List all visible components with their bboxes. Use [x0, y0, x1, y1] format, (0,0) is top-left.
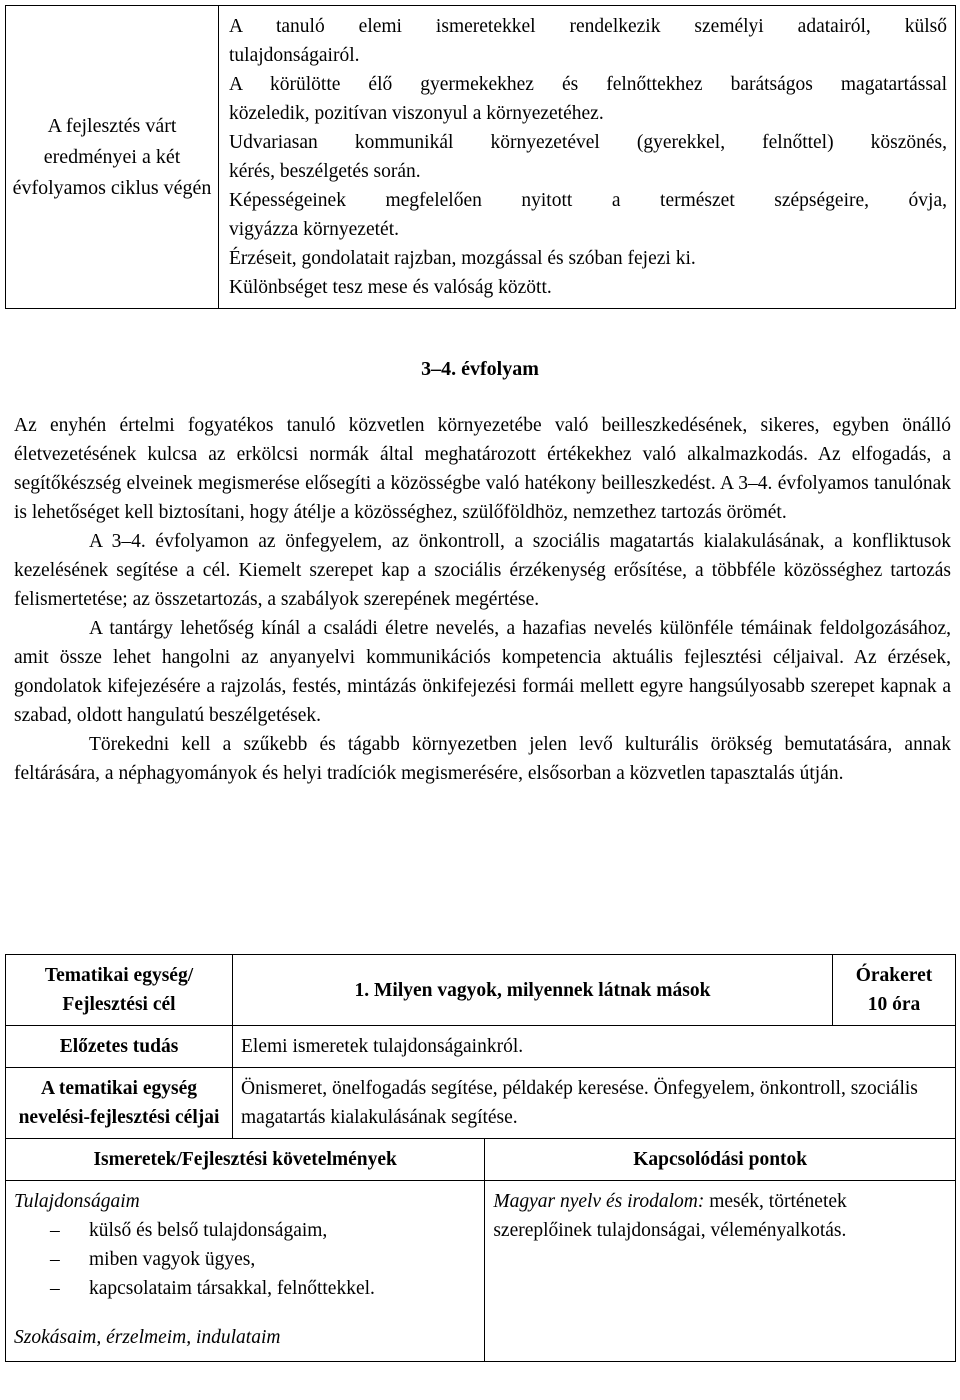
- thematic-label: Tematikai egység/ Fejlesztési cél: [44, 965, 194, 1015]
- thematic-label-cell: [6, 955, 233, 1026]
- requirements-list: [14, 1216, 476, 1303]
- hours-label: Órakeret: [855, 965, 933, 986]
- links-cell: [485, 1181, 956, 1362]
- requirements-heading: Tulajdonságaim: [14, 1191, 140, 1212]
- outcomes-text-cell: [219, 6, 956, 309]
- list-item: – kapcsolataim társakkal, felnőttekkel.: [14, 1274, 476, 1303]
- outcome-line: A tanuló elemi ismeretekkel rendelkezik személyi adatairól, külső: [229, 16, 947, 37]
- links-text: mesék, történetek szereplőinek tulajdonságai, véleményalkotás.: [493, 1191, 847, 1241]
- thematic-unit-table: [5, 954, 956, 1362]
- paragraph: Törekedni kell a szűkebb és tágabb környezetben jelen levő kulturális örökség bemutatására, annak feltárására, a néphagyományok és helyi tradíciók megismerésére, elsősorban a közvetlen tapasztalás útján.: [14, 734, 951, 784]
- section-heading: 3–4. évfolyam: [421, 358, 539, 380]
- outcomes-label-cell: [6, 6, 219, 309]
- links-subject: Magyar nyelv és irodalom:: [493, 1191, 705, 1212]
- prior-knowledge-value: Elemi ismeretek tulajdonságainkról.: [241, 1036, 524, 1057]
- goals-label-cell: [6, 1068, 233, 1139]
- outcomes-table: [5, 5, 956, 309]
- prior-knowledge-label: Előzetes tudás: [59, 1036, 179, 1057]
- goals-label: A tematikai egység nevelési-fejlesztési céljai: [18, 1078, 220, 1128]
- thematic-title: 1. Milyen vagyok, milyennek látnak mások: [354, 979, 711, 1001]
- goals-value: Önismeret, önelfogadás segítése, példakép keresése. Önfegyelem, önkontroll, szociális magatartás kialakulásának segítése.: [241, 1078, 918, 1128]
- links-header: [485, 1139, 956, 1181]
- requirements-cell: [6, 1181, 485, 1362]
- outcome-line: vigyázza környezetét.: [229, 219, 399, 240]
- requirements-heading-2: Szokásaim, érzelmeim, indulataim: [14, 1327, 281, 1348]
- hours-cell: [833, 955, 956, 1026]
- paragraph: Az enyhén értelmi fogyatékos tanuló közvetlen környezetébe való beilleszkedésének, sikeres, egyben önálló életvezetésének kulcsa az erkölcsi normák által meghatározott értékekhez való alkalmazkodás. Az elfogadás, a segítőkészség elveinek megismerése elősegíti a közösségbe való hatékony beilleszkedést. A 3–4. évfolyamos tanulónak is lehetőséget kell biztosítani, hogy átélje a közösséghez, szülőföldhöz, nemzethez tartozás örömét.: [14, 415, 951, 523]
- paragraph: A tantárgy lehetőség kínál a családi életre nevelés, a hazafias nevelés különféle témáinak feldolgozásához, amit össze lehet hangolni az anyanyelvi kommunikációs kompetencia aktuális fejlesztési céljaival. Az érzések, gondolatok kifejezésére a rajzolás, festés, mintázás önkifejezési formái mellett egyre hangsúlyosabb szerepet kapnak a szabad, oldott hangulatú beszélgetések.: [14, 618, 951, 726]
- prior-knowledge-value-cell: [233, 1026, 956, 1068]
- outcome-line: Udvariasan kommunikál környezetével (gyerekkel, felnőttel) köszönés,: [229, 132, 947, 153]
- prior-knowledge-label-cell: [6, 1026, 233, 1068]
- thematic-title-cell: [233, 955, 833, 1026]
- outcome-line: A körülötte élő gyermekekhez és felnőttekhez barátságos magatartással: [229, 74, 947, 95]
- paragraph: A 3–4. évfolyamon az önfegyelem, az önkontroll, a szociális magatartás kialakulásának, a konfliktusok kezelésének segítése a cél. Kiemelt szerepet kap a szociális érzékenység erősítése, a többféle közösséghez tartozás felismertetése; az összetartozás, a szabályok szerepének megértése.: [14, 531, 951, 610]
- requirements-header-label: Ismeretek/Fejlesztési követelmények: [93, 1149, 397, 1170]
- hours-value: 10 óra: [867, 994, 921, 1015]
- goals-value-cell: [233, 1068, 956, 1139]
- list-item: – miben vagyok ügyes,: [14, 1245, 476, 1274]
- outcome-line: közeledik, pozitívan viszonyul a környezetéhez.: [229, 103, 604, 124]
- outcome-line: tulajdonságairól.: [229, 45, 360, 66]
- outcome-line: Képességeinek megfelelően nyitott a természet szépségeire, óvja,: [229, 190, 947, 211]
- outcome-line: Érzéseit, gondolatait rajzban, mozgással és szóban fejezi ki.: [229, 248, 696, 269]
- outcomes-label: A fejlesztés várt eredményei a két évfolyamos ciklus végén: [12, 114, 212, 199]
- links-header-label: Kapcsolódási pontok: [633, 1149, 808, 1170]
- outcome-line: kérés, beszélgetés során.: [229, 161, 421, 182]
- list-item: – külső és belső tulajdonságaim,: [14, 1216, 476, 1245]
- body-text: [14, 411, 951, 788]
- requirements-header: [6, 1139, 485, 1181]
- outcome-line: Különbséget tesz mese és valóság között.: [229, 277, 552, 298]
